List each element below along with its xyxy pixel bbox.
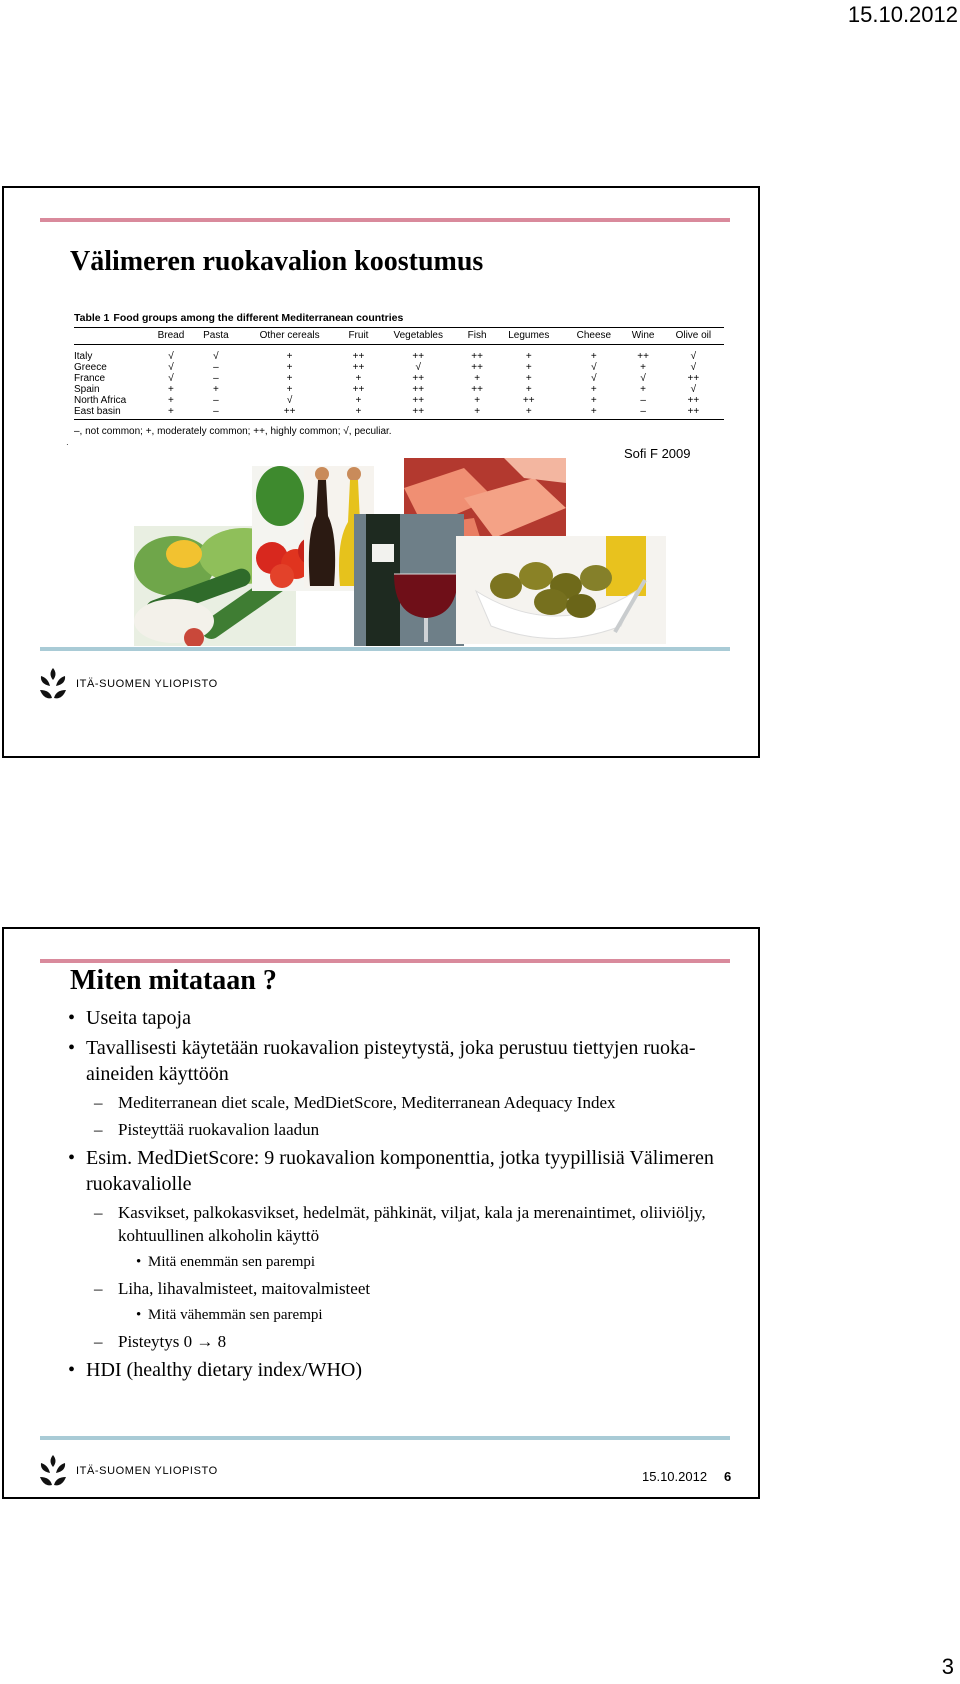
university-logo-text: ITÄ-SUOMEN YLIOPISTO: [76, 1465, 218, 1477]
table-cell: ++: [637, 351, 649, 362]
slide-1: [2, 186, 760, 758]
table-cell: –: [194, 406, 238, 420]
page-number: 3: [941, 1654, 954, 1679]
table-column-header: Other cereals: [238, 328, 341, 345]
table-cell: +: [286, 351, 293, 362]
table-cell: ++: [663, 406, 724, 420]
table-cell: –: [213, 362, 219, 373]
table-cell: ++: [412, 384, 425, 395]
table-note: –, not common; +, moderately common; ++, highly common; √, peculiar.: [74, 426, 392, 437]
table-row-label: Greece: [74, 362, 107, 373]
table-row-label: North Africa: [74, 395, 127, 406]
table-cell: √: [415, 362, 421, 373]
table-row-label: East basin: [74, 406, 148, 420]
slide-footer-date: 15.10.2012: [642, 1469, 708, 1484]
table-cell: +: [564, 406, 623, 420]
table-column-header: Legumes: [493, 328, 564, 345]
table-column-header: Pasta: [194, 328, 238, 345]
table-row-label: Spain: [74, 384, 100, 395]
table-cell: –: [213, 395, 219, 406]
table-row-label: France: [74, 373, 106, 384]
table-cell: √: [591, 373, 597, 384]
slide-2: [2, 927, 760, 1499]
table-cell: √: [168, 351, 174, 362]
table-column-header: Olive oil: [663, 328, 724, 345]
bullet-level-1: • HDI (healthy dietary index/WHO): [66, 1357, 746, 1383]
table-cell: –: [623, 406, 662, 420]
table-cell: +: [590, 351, 597, 362]
table-cell: +: [474, 395, 481, 406]
table-cell: √: [168, 362, 174, 373]
table-column-header: Bread: [148, 328, 194, 345]
university-logo-icon: [38, 666, 68, 702]
table-cell: ++: [412, 395, 425, 406]
table-cell: +: [341, 406, 375, 420]
table-row: [74, 384, 724, 395]
bullet-level-1: • Esim. MedDietScore: 9 ruokavalion komponenttia, jotka tyypillisiä Välimeren ruokavaliolle: [66, 1145, 746, 1197]
table-column-header: Vegetables: [376, 328, 461, 345]
table-cell: +: [286, 362, 293, 373]
university-logo: [38, 1453, 218, 1489]
table-row: [74, 406, 724, 420]
table-row: [74, 395, 724, 406]
table-cell: √: [591, 362, 597, 373]
slide-title: Miten mitataan ?: [70, 965, 277, 996]
table-cell: ++: [522, 395, 535, 406]
bullet-level-2: – Pisteyttää ruokavalion laadun: [66, 1118, 746, 1141]
bullet-level-2: – Mediterranean diet scale, MedDietScore, Mediterranean Adequacy Index: [66, 1091, 746, 1114]
table-cell: ++: [352, 384, 365, 395]
bullet-level-2: – Pisteytys 0 → 8: [66, 1330, 746, 1353]
stray-mark: ·: [66, 440, 69, 449]
table-column-header: [74, 328, 148, 345]
table: [74, 327, 724, 420]
table-row: [74, 362, 724, 373]
table-cell: √: [286, 395, 293, 406]
table-cell: +: [461, 406, 494, 420]
table-cell: +: [640, 362, 647, 373]
table-cell: +: [493, 406, 564, 420]
table-row: [74, 345, 724, 363]
slide-top-rule: [40, 959, 730, 963]
table-cell: +: [590, 395, 597, 406]
red-wine-photo: [354, 514, 464, 646]
table-cell: ++: [238, 406, 341, 420]
table-cell: +: [525, 373, 532, 384]
table-cell: ++: [471, 384, 483, 395]
table-cell: +: [168, 384, 174, 395]
table-header-row: [74, 328, 724, 345]
table-cell: +: [590, 384, 597, 395]
table-caption-text: Food groups among the different Mediterranean countries: [113, 312, 404, 324]
university-logo-text: ITÄ-SUOMEN YLIOPISTO: [76, 678, 218, 690]
table-cell: √: [213, 351, 219, 362]
table-caption-number: Table 1: [74, 312, 110, 324]
table-cell: +: [148, 406, 194, 420]
table-cell: ++: [352, 351, 365, 362]
bullet-level-2: – Liha, lihavalmisteet, maitovalmisteet: [66, 1277, 746, 1300]
source-citation: Sofi F 2009: [624, 446, 691, 461]
table-cell: √: [640, 373, 646, 384]
table-cell: +: [213, 384, 219, 395]
table-cell: +: [355, 373, 362, 384]
bullet-level-3: • Mitä enemmän sen parempi: [66, 1251, 746, 1273]
bullet-level-1: • Tavallisesti käytetään ruokavalion pisteytystä, joka perustuu tiettyjen ruoka-aineiden käyttöön: [66, 1035, 746, 1087]
table-row-label: Italy: [74, 351, 93, 362]
slide-title: Välimeren ruokavalion koostumus: [70, 246, 484, 277]
university-logo-icon: [38, 1453, 68, 1489]
table-cell: +: [355, 395, 362, 406]
table-cell: +: [286, 384, 293, 395]
university-logo: [38, 666, 218, 702]
table-row: [74, 373, 724, 384]
bullet-level-3: • Mitä vähemmän sen parempi: [66, 1304, 746, 1326]
slide-bullet-list: [66, 1005, 746, 1387]
page-date: 15.10.2012: [847, 2, 958, 27]
table-cell: ++: [687, 373, 700, 384]
bullet-level-1: • Useita tapoja: [66, 1005, 746, 1031]
table-cell: ++: [352, 362, 365, 373]
table-cell: ++: [471, 362, 483, 373]
table-cell: –: [213, 373, 219, 384]
slide-bottom-rule: [40, 647, 730, 651]
slide-bottom-rule: [40, 1436, 730, 1440]
olives-photo: [456, 536, 666, 644]
table-cell: √: [168, 373, 174, 384]
table-column-header: Fruit: [341, 328, 375, 345]
table-column-header: Fish: [461, 328, 494, 345]
table-cell: ++: [412, 351, 425, 362]
table-cell: +: [525, 362, 532, 373]
table-cell: ++: [376, 406, 461, 420]
table-cell: ++: [471, 351, 483, 362]
table-column-header: Wine: [623, 328, 662, 345]
slide-top-rule: [40, 218, 730, 222]
bullet-level-2: – Kasvikset, palkokasvikset, hedelmät, pähkinät, viljat, kala ja merenaintimet, oliiviöljy, kohtuullinen alkoholin käyttö: [66, 1201, 746, 1247]
table-cell: √: [690, 351, 697, 362]
table-cell: –: [640, 395, 646, 406]
table-cell: +: [168, 395, 174, 406]
table-cell: √: [690, 362, 697, 373]
slide-number: 6: [724, 1469, 732, 1484]
table-cell: ++: [412, 373, 425, 384]
food-groups-table: [74, 312, 724, 437]
table-caption: [74, 312, 724, 324]
table-cell: +: [640, 384, 647, 395]
table-cell: √: [690, 384, 697, 395]
table-cell: +: [474, 373, 481, 384]
table-cell: ++: [687, 395, 700, 406]
table-cell: +: [525, 351, 532, 362]
table-cell: +: [286, 373, 293, 384]
table-column-header: Cheese: [564, 328, 623, 345]
table-cell: +: [525, 384, 532, 395]
